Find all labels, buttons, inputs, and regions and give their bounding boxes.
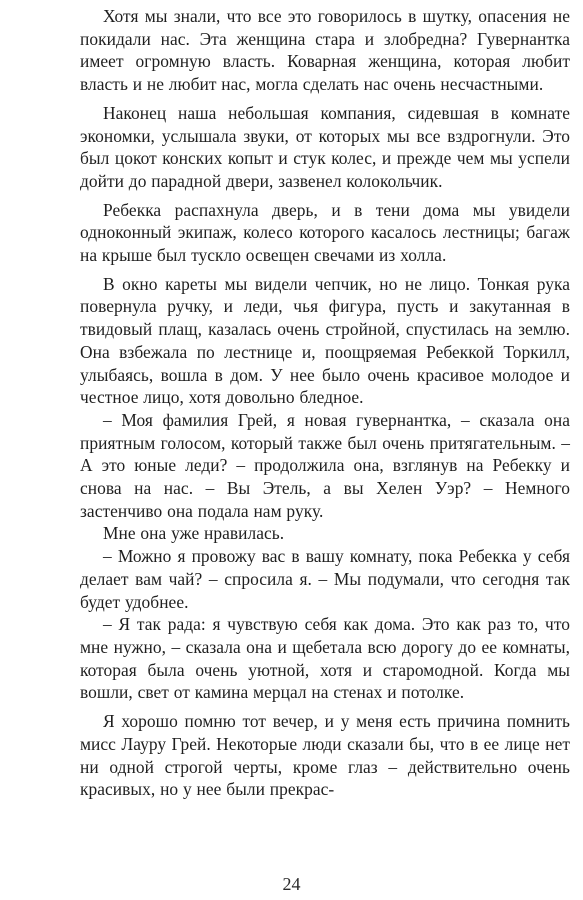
paragraph-3: Ребекка распахнула дверь, и в тени дома мы увидели одноконный экипаж, колесо которого касалось лестницы; багаж на крыше был тускло освещен свечами из холла. — [80, 199, 570, 266]
paragraph-9: Я хорошо помню тот вечер, и у меня есть причина помнить мисс Лауру Грей. Некоторые люди сказали бы, что в ее лице нет ни одной строгой черты, кроме глаз – действительно очень красивых, но у нее были прекрас- — [80, 711, 570, 800]
page-number: 24 — [282, 874, 301, 894]
paragraph-2: Наконец наша небольшая компания, сидевшая в комнате экономки, услышала звуки, от которых мы все вздрогнули. Это был цокот конских копыт и стук колес, и прежде чем мы успели дойти до парадной двери, зазвенел колокольчик. — [80, 102, 570, 191]
paragraph-6: Мне она уже нравилась. — [103, 523, 285, 544]
paragraph-5: – Моя фамилия Грей, я новая гувернантка, – сказала она приятным голосом, который также был очень притягательным. – А это юные леди? – продолжила она, взглянув на Ребекку и снова на нас. – Вы Этель, а вы Хелен Уэр? – Немного застенчиво она подала нам руку. — [80, 409, 570, 521]
paragraph-7: – Можно я провожу вас в вашу комнату, пока Ребекка у себя делает вам чай? – спросила я. – Мы подумали, что сегодня так будет удобнее. — [80, 546, 570, 612]
paragraph-8: – Я так рада: я чувствую себя как дома. Это как раз то, что мне нужно, – сказала она и щебетала всю дорогу до ее комнаты, которая была очень уютной, хотя и старомодной. Когда мы вошли, свет от камина мерцал на стенах и потолке. — [80, 614, 570, 703]
body-text — [80, 5, 570, 801]
paragraph-1: Хотя мы знали, что все это говорилось в шутку, опасения не покидали нас. Эта женщина стара и злобредна? Гувернантка имеет огромную власть. Коварная женщина, которая любит власть и не любит нас, могла сделать нас очень несчастными. — [80, 6, 570, 95]
paragraph-4: В окно кареты мы видели чепчик, но не лицо. Тонкая рука повернула ручку, и леди, чья фигура, пусть и закутанная в твидовый плащ, казалась очень стройной, спустилась на землю. Она взбежала по лестнице и, поощряемая Ребеккой Торкилл, улыбаясь, вошла в дом. У нее было очень красивое молодое и честное лицо, хотя довольно бледное. — [80, 273, 570, 408]
